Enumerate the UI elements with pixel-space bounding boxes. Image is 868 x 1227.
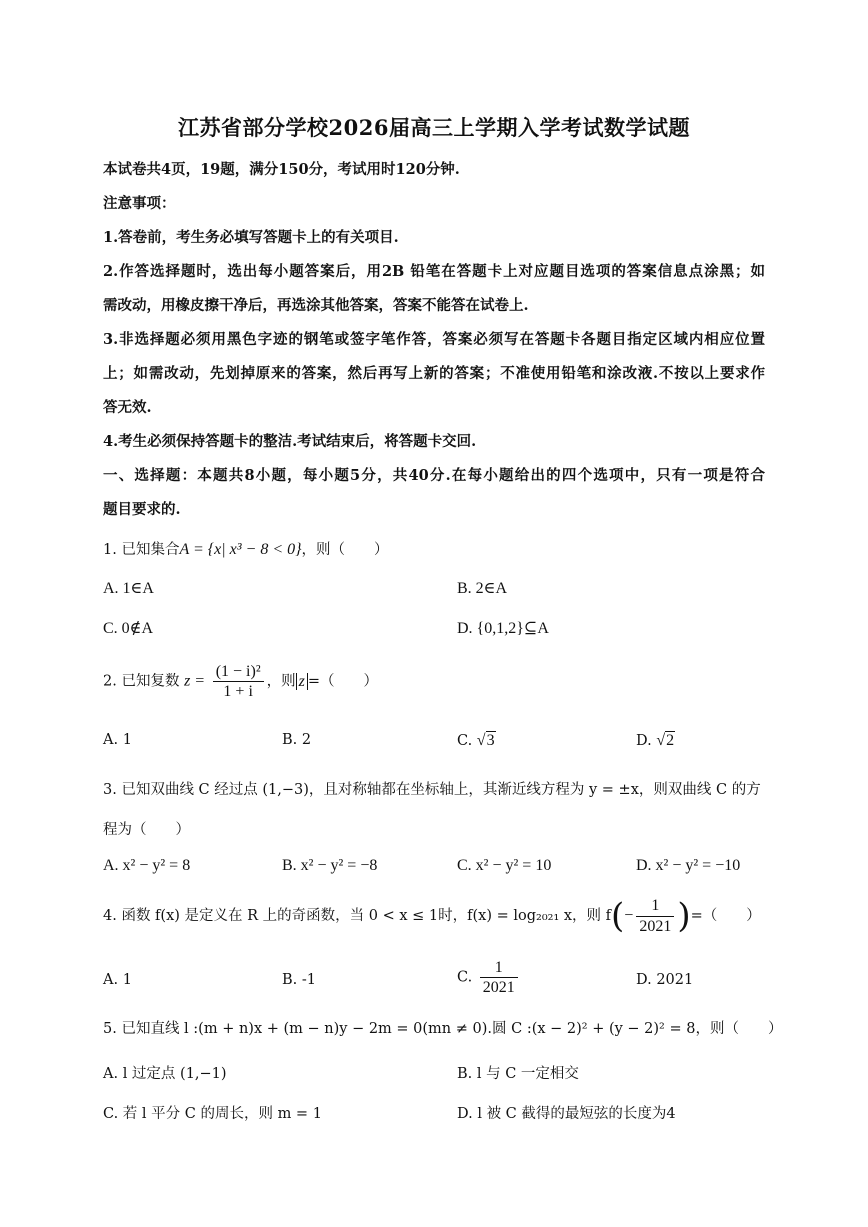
q5-option-a: A. l 过定点 (1,−1) bbox=[103, 1066, 227, 1082]
q3-option-a: A. x² − y² = 8 bbox=[103, 857, 191, 874]
q1-stem-post: ，则（ ） bbox=[301, 542, 389, 558]
notice-3-line3: 答无效. bbox=[103, 399, 152, 416]
q3-option-b: B. x² − y² = −8 bbox=[282, 857, 378, 874]
q2-option-d-sqrt: √2 bbox=[656, 732, 675, 749]
q5-option-d: D. l 被 C 截得的最短弦的长度为4 bbox=[457, 1106, 676, 1122]
q2-stem-post: ，则 bbox=[266, 673, 296, 690]
notice-3-line1: 3.非选择题必须用黑色字迹的钢笔或签字笔作答，答案必须写在答题卡各题目指定区域内相应位置 bbox=[103, 331, 765, 348]
q2-option-d-label: D. bbox=[636, 733, 652, 749]
q4-option-d: D. 2021 bbox=[636, 972, 694, 988]
q2-option-b: B. 2 bbox=[282, 732, 312, 748]
q4-option-c bbox=[457, 958, 521, 997]
q2-option-d-radicand: 2 bbox=[666, 732, 675, 749]
q1-set: A = {x| x³ − 8 < 0} bbox=[179, 541, 302, 558]
notice-1: 1.答卷前，考生务必填写答题卡上的有关项目. bbox=[103, 229, 399, 246]
q1-option-c: C. 0∉A bbox=[103, 620, 154, 637]
q4-numerator: 1 bbox=[636, 896, 674, 916]
q2-z: z = bbox=[184, 672, 206, 690]
q2-stem-end: =（ ） bbox=[307, 673, 379, 690]
q4-option-a: A. 1 bbox=[103, 972, 132, 988]
notice-2-line1: 2.作答选择题时，选出每小题答案后，用2B 铅笔在答题卡上对应题目选项的答案信息点涂黑；如 bbox=[103, 263, 765, 280]
q4-paren-open: ( bbox=[611, 896, 625, 936]
notice-4: 4.考生必须保持答题卡的整洁.考试结束后，将答题卡交回. bbox=[103, 433, 477, 450]
q4-paren-close: ) bbox=[677, 896, 691, 936]
q3-stem-line1: 3. 已知双曲线 C 经过点 (1,−3)，且对称轴都在坐标轴上，其渐近线方程为 y = ±x，则双曲线 C 的方 bbox=[103, 782, 761, 798]
q2-option-c bbox=[457, 732, 496, 750]
q2-option-c-radicand: 3 bbox=[486, 732, 495, 749]
q1-option-d: D. {0,1,2}⊆A bbox=[457, 620, 549, 637]
q1-stem bbox=[103, 538, 389, 559]
q4-option-b: B. -1 bbox=[282, 972, 316, 988]
q5-stem: 5. 已知直线 l :(m + n)x + (m − n)y − 2m = 0(mn ≠ 0).圆 C :(x − 2)² + (y − 2)² = 8，则（ ） bbox=[103, 1021, 783, 1037]
exam-intro: 本试卷共4页，19题，满分150分，考试用时120分钟. bbox=[103, 161, 460, 178]
q2-denominator: 1 + i bbox=[223, 683, 253, 701]
q2-abs-z: z bbox=[296, 673, 308, 690]
q1-option-b: B. 2∈A bbox=[457, 580, 508, 597]
q1-stem-pre: 1. 已知集合 bbox=[103, 542, 180, 558]
q2-option-d bbox=[636, 732, 675, 750]
q3-option-d: D. x² − y² = −10 bbox=[636, 857, 741, 874]
q2-option-c-sqrt: √3 bbox=[476, 732, 495, 749]
q2-option-a: A. 1 bbox=[103, 732, 132, 748]
q4-denominator: 2021 bbox=[639, 917, 672, 935]
q3-option-c: C. x² − y² = 10 bbox=[457, 857, 552, 874]
q4-stem: 4. 函数 f(x) 是定义在 R 上的奇函数，当 0 < x ≤ 1时，f(x) = log₂₀₂₁ x，则 f(− $\frac{1}{2021}$ )=（ ） bbox=[103, 896, 761, 936]
section1-line1: 一、选择题：本题共8小题，每小题5分，共40分.在每小题给出的四个选项中，只有一项是符合 bbox=[103, 467, 765, 484]
notice-heading: 注意事项： bbox=[103, 195, 176, 212]
page-title: 江苏省部分学校2026届高三上学期入学考试数学试题 bbox=[178, 115, 690, 140]
q4-stem-end: =（ ） bbox=[690, 908, 761, 924]
q1-option-a: A. 1∈A bbox=[103, 580, 154, 597]
q2-stem bbox=[103, 662, 378, 701]
q2-option-c-label: C. bbox=[457, 733, 473, 749]
q4-option-c-fraction bbox=[480, 958, 518, 997]
q4-option-c-label: C. bbox=[457, 969, 473, 986]
notice-2-line2: 需改动，用橡皮擦干净后，再选涂其他答案，答案不能答在试卷上. bbox=[103, 297, 529, 314]
q5-option-c: C. 若 l 平分 C 的周长，则 m = 1 bbox=[103, 1106, 322, 1122]
q3-stem-line2: 程为（ ） bbox=[103, 822, 190, 838]
notice-3-line2: 上；如需改动，先划掉原来的答案，然后再写上新的答案；不准使用铅笔和涂改液.不按以上要求作 bbox=[103, 365, 765, 382]
q2-fraction bbox=[213, 662, 264, 701]
q4-fraction bbox=[636, 896, 674, 935]
q5-option-b: B. l 与 C 一定相交 bbox=[457, 1066, 579, 1082]
q2-stem-pre: 2. 已知复数 bbox=[103, 673, 180, 690]
q4-option-c-numerator: 1 bbox=[480, 958, 518, 978]
q4-stem-text: 4. 函数 f(x) 是定义在 R 上的奇函数，当 0 < x ≤ 1时，f(x) = log₂₀₂₁ x，则 f bbox=[103, 908, 612, 924]
q4-option-c-denominator: 2021 bbox=[482, 979, 515, 997]
q2-numerator: (1 − i)² bbox=[213, 662, 264, 682]
section1-line2: 题目要求的. bbox=[103, 501, 181, 518]
